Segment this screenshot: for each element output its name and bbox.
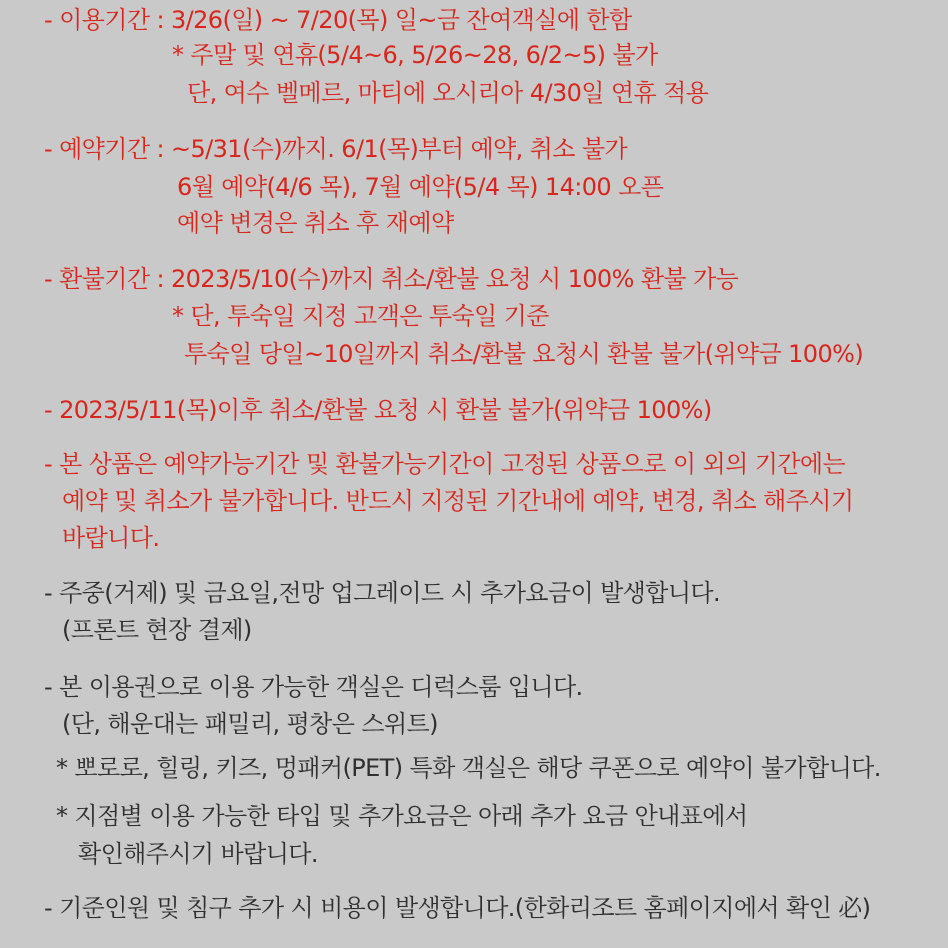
room-type-line-5: 확인해주시기 바랍니다.	[78, 840, 318, 868]
reservation-period-line-2: 6월 예약(4/6 목), 7월 예약(5/4 목) 14:00 오픈	[177, 173, 664, 201]
refund-period-line-2: * 단, 투숙일 지정 고객은 투숙일 기준	[172, 302, 549, 330]
after-refund-line: - 2023/5/11(목)이후 취소/환불 요청 시 환불 불가(위약금 100%)	[44, 396, 712, 424]
room-type-line-2: (단, 해운대는 패밀리, 평창은 스위트)	[62, 710, 438, 738]
usage-period-line-2: * 주말 및 연휴(5/4~6, 5/26~28, 6/2~5) 불가	[172, 41, 658, 69]
fixed-notice-line-1: - 본 상품은 예약가능기간 및 환불가능기간이 고정된 상품으로 이 외의 기간에는	[44, 450, 846, 478]
extra-fee-line-1: - 주중(거제) 및 금요일,전망 업그레이드 시 추가요금이 발생합니다.	[44, 579, 721, 607]
usage-period-line-3: 단, 여수 벨메르, 마티에 오시리아 4/30일 연휴 적용	[187, 79, 709, 107]
fixed-notice-line-3: 바랍니다.	[62, 524, 160, 552]
refund-period-line-1: - 환불기간 : 2023/5/10(수)까지 취소/환불 요청 시 100% 환불 가능	[44, 265, 739, 293]
usage-period-line-1: - 이용기간 : 3/26(일) ~ 7/20(목) 일~금 잔여객실에 한함	[44, 6, 632, 34]
guest-fee-line: - 기준인원 및 침구 추가 시 비용이 발생합니다.(한화리조트 홈페이지에서 확인 必)	[44, 894, 871, 922]
room-type-line-1: - 본 이용권으로 이용 가능한 객실은 디럭스룸 입니다.	[44, 673, 583, 701]
room-type-line-3: * 뽀로로, 힐링, 키즈, 멍패커(PET) 특화 객실은 해당 쿠폰으로 예약이 불가합니다.	[56, 754, 881, 782]
extra-fee-line-2: (프론트 현장 결제)	[62, 616, 252, 644]
reservation-period-line-3: 예약 변경은 취소 후 재예약	[177, 209, 454, 237]
reservation-period-line-1: - 예약기간 : ~5/31(수)까지. 6/1(목)부터 예약, 취소 불가	[44, 135, 628, 163]
room-type-line-4: * 지점별 이용 가능한 타입 및 추가요금은 아래 추가 요금 안내표에서	[56, 802, 748, 830]
refund-period-line-3: 투숙일 당일~10일까지 취소/환불 요청시 환불 불가(위약금 100%)	[184, 340, 864, 368]
fixed-notice-line-2: 예약 및 취소가 불가합니다. 반드시 지정된 기간내에 예약, 변경, 취소 해주시기	[62, 487, 854, 515]
